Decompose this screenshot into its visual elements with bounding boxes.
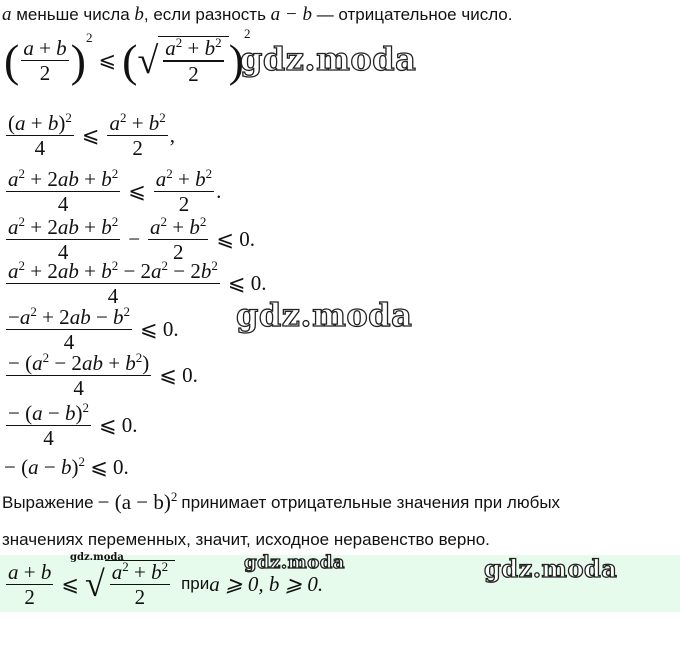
equation-line-9: − $(a - b)^2$ ⩽ 0. <box>4 454 129 479</box>
intro-expr: a − b <box>270 4 312 25</box>
var-a: a <box>2 4 12 25</box>
equation-line-6: $\frac{-a^2 + 2ab - b^2}{4}$ ⩽ 0. <box>8 304 179 355</box>
equation-line-5: $\frac{a^2 + 2ab + b^2 - 2a^2 - 2b^2}{4}$ ⩽ 0. <box>8 258 267 309</box>
intro-text-2: , если разность <box>143 5 271 24</box>
watermark-2: gdz.moda <box>236 296 413 334</box>
conclusion-line-1 <box>2 490 560 515</box>
answer-condition: a ⩾ 0, b ⩾ 0. <box>209 571 324 596</box>
watermark-small: gdz.moda <box>70 552 124 563</box>
equation-line-2: $\frac{(a + b)^2}{4}$ ⩽ $\frac{a^2 + b^2}{2}$ , <box>8 110 176 161</box>
equation-line-4: $\frac{a^2 + 2ab + b^2}{4}$ − $\frac{a^2 + b^2}{2}$ ⩽ 0. <box>8 214 255 265</box>
conclusion-post: принимает отрицательные значения при любых <box>181 492 561 512</box>
equation-line-1: ( $\frac{a + b}{2}$ ) 2 ⩽ ( √ $\frac{a^2 + b^2}{2}$ ) 2 <box>4 26 251 86</box>
paren: ( <box>122 35 138 86</box>
equation-line-7: $\frac{- (a^2 - 2ab + b^2)}{4}$ ⩽ 0. <box>8 350 198 401</box>
conclusion-pre: Выражение <box>2 492 94 512</box>
answer-sqrt: √ $\frac{a^2 + b^2}{2}$ <box>85 560 175 608</box>
intro-text-3: — отрицательное число. <box>311 5 513 24</box>
answer-pri: при <box>181 574 210 594</box>
answer-line: $\frac{a + b}{2}$ ⩽ √ $\frac{a^2 + b^2}{2}$ при a ⩾ 0, b ⩾ 0. <box>8 559 324 610</box>
watermark-1: gdz.moda <box>240 40 417 78</box>
fraction: $\frac{a + b}{2}$ <box>23 35 67 86</box>
conclusion-expr: − $(a - b)^2$ <box>97 489 178 514</box>
intro-line <box>2 4 513 26</box>
intro-text-1: меньше числа <box>11 5 135 24</box>
equation-line-3: $\frac{a^2 + 2ab + b^2}{4}$ ⩽ $\frac{a^2 + b^2}{2}$ . <box>8 166 222 217</box>
paren: ) <box>70 35 86 86</box>
paren: ) <box>228 35 244 86</box>
var-b: b <box>134 4 144 25</box>
watermark-3: gdz.moda <box>244 552 345 573</box>
sqrt: √ $\frac{a^2 + b^2}{2}$ <box>137 36 228 84</box>
paren: ( <box>4 35 20 86</box>
conclusion-line-2: значениях переменных, значит, исходное неравенство верно. <box>2 530 490 549</box>
watermark-4: gdz.moda <box>484 554 618 583</box>
equation-line-8: $\frac{- (a - b)^2}{4}$ ⩽ 0. <box>8 400 138 451</box>
